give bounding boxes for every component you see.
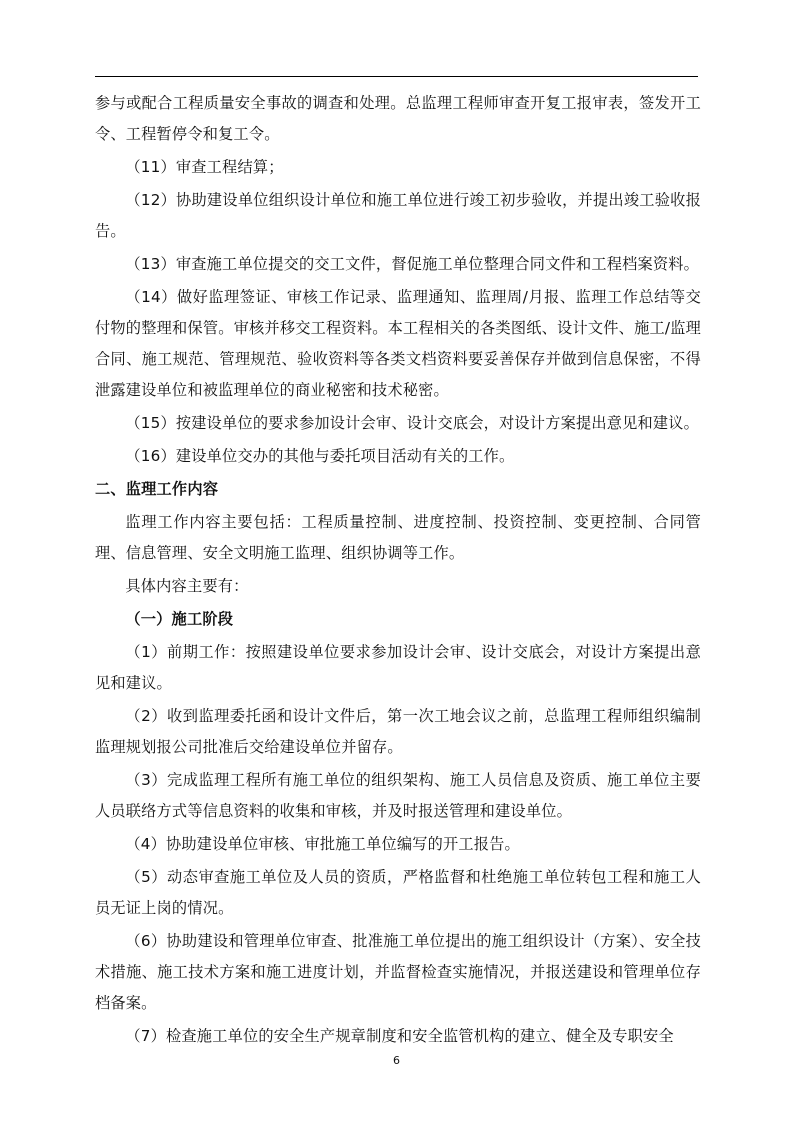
paragraph: 具体内容主要有： (125, 577, 249, 595)
list-item: （16）建设单位交办的其他与委托项目活动有关的工作。 (125, 447, 515, 465)
list-item: （4）协助建设单位审核、审批施工单位编写的开工报告。 (125, 835, 520, 853)
list-item: （11）审查工程结算； (125, 158, 284, 176)
subsection-heading: （一）施工阶段 (125, 610, 234, 628)
list-item: （5）动态审查施工单位及人员的资质，严格监督和杜绝施工单位转包工程和施工人员无证上岗的情况。 (95, 868, 701, 917)
list-item: （12）协助建设单位组织设计单位和施工单位进行竣工初步验收，并提出竣工验收报告。 (95, 191, 701, 240)
list-item: （2）收到监理委托函和设计文件后，第一次工地会议之前，总监理工程师组织编制监理规划报公司批准后交给建设单位并留存。 (95, 707, 701, 756)
page-number: 6 (393, 1054, 400, 1067)
paragraph: 参与或配合工程质量安全事故的调查和处理。总监理工程师审查开复工报审表，签发开工令、工程暂停令和复工令。 (95, 94, 701, 143)
document-body (95, 88, 701, 1054)
list-item: （15）按建设单位的要求参加设计会审、设计交底会，对设计方案提出意见和建议。 (125, 414, 700, 432)
header-rule (95, 76, 698, 77)
paragraph: 监理工作内容主要包括：工程质量控制、进度控制、投资控制、变更控制、合同管理、信息管理、安全文明施工监理、组织协调等工作。 (95, 513, 701, 562)
list-item: （6）协助建设和管理单位审查、批准施工单位提出的施工组织设计（方案）、安全技术措施、施工技术方案和施工进度计划，并监督检查实施情况，并报送建设和管理单位存档备案。 (95, 932, 701, 1012)
list-item: （13）审查施工单位提交的交工文件，督促施工单位整理合同文件和工程档案资料。 (125, 255, 700, 273)
list-item: （7）检查施工单位的安全生产规章制度和安全监管机构的建立、健全及专职安全 (125, 1027, 674, 1045)
list-item: （14）做好监理签证、审核工作记录、监理通知、监理周/月报、监理工作总结等交付物的整理和保管。审核并移交工程资料。本工程相关的各类图纸、设计文件、施工/监理合同、施工规范、管理规范、验收资料等各类文档资料要妥善保存并做到信息保密，不得泄露建设单位和被监理单位的商业秘密和技术秘密。 (95, 288, 701, 399)
list-item: （1）前期工作：按照建设单位要求参加设计会审、设计交底会，对设计方案提出意见和建议。 (95, 643, 701, 692)
list-item: （3）完成监理工程所有施工单位的组织架构、施工人员信息及资质、施工单位主要人员联络方式等信息资料的收集和审核，并及时报送管理和建设单位。 (95, 771, 701, 820)
section-heading: 二、监理工作内容 (95, 480, 219, 498)
